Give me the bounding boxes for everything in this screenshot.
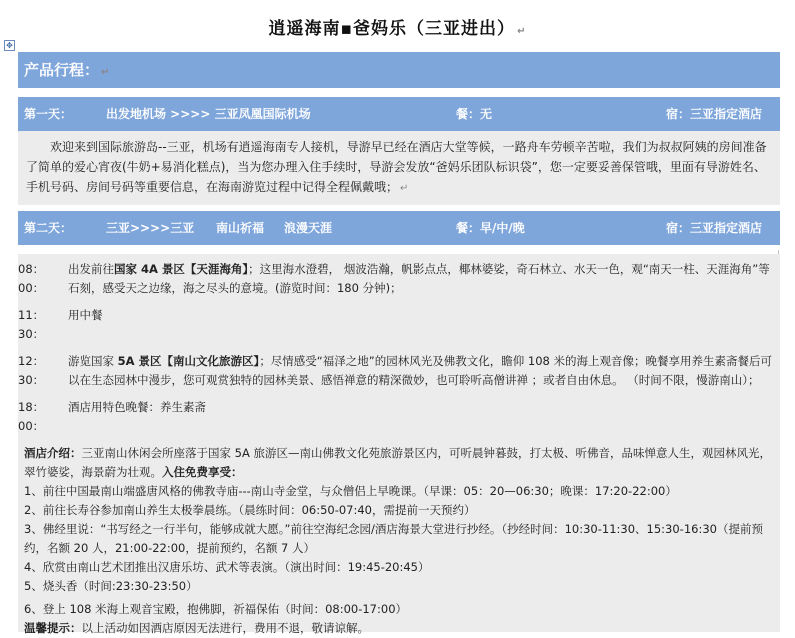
day1-meals: 餐：无 — [456, 107, 493, 121]
product-header: 产品行程： ↵ — [18, 52, 780, 89]
schedule-item — [18, 352, 780, 390]
perk-item: 6、登上 108 米海上观音宝殿，抱佛脚，祈福保佑（时间：08:00-17:00） — [24, 602, 408, 616]
day2-meals: 餐：早/中/晚 — [456, 221, 525, 235]
day2-spot2: 浪漫天涯 — [284, 221, 333, 235]
perk-item: 4、欣赏由南山艺术团推出汉唐乐坊、武术等表演。（演出时间：19:45-20:45） — [24, 560, 430, 574]
tips: 温馨提示：以上活动如因酒店原因无法进行，费用不退，敬请谅解。 — [24, 621, 369, 635]
day2-hotel: 宿：三亚指定酒店 — [666, 221, 763, 235]
schedule-item — [18, 398, 780, 436]
paragraph-mark: ↵ — [400, 183, 409, 194]
day2-route: 三亚>>>>三亚 — [106, 221, 195, 235]
schedule-text: 用中餐 — [68, 308, 103, 322]
hotel-intro: 酒店介绍：三亚南山休闲会所座落于国家 5A 旅游区—南山佛教文化苑旅游景区内，可听晨钟暮鼓，打太极、听佛音，品味惮意人生，观园林风光，翠竹婆娑，海景蔚为壮观。入住免费享受： — [24, 446, 771, 479]
page-title: 逍遥海南▪爸妈乐（三亚进出） ↵ — [268, 19, 527, 39]
itinerary-table — [18, 52, 780, 245]
schedule-text: 游览国家 5A 景区【南山文化旅游区】；尽情感受“福泽之地”的园林风光及佛教文化，瞻仰 108 米的海上观音像；晚餐享用养生素斋餐后可以在生态园林中漫步，您可观赏独特的园林美景、感悟禅意的精深微妙，也可聆听高僧讲禅 ；或者自由休息。 （时间不限，慢游南山）； — [68, 354, 772, 387]
schedule-item — [18, 306, 780, 344]
perk-item: 1、前往中国最南山端盛唐风格的佛教寺庙---南山寺金堂，与众僧侣上早晚课。（早课：05：20—06:30；晚课：17:20-22:00） — [24, 484, 677, 498]
day2-label: 第二天： — [24, 221, 73, 235]
schedule-text: 酒店用特色晚餐：养生素斋 — [68, 400, 206, 414]
day1-description: 欢迎来到国际旅游岛--三亚，机场有逍遥海南专人接机，导游早已经在酒店大堂等候，一路舟车劳顿辛苦啦，我们为叔叔阿姨的房间准备了简单的爱心宵夜(牛奶+易消化糕点)，当为您办理入住手续时，导游会发放“爸妈乐团队标识袋”，您一定要妥善保管哦，里面有导游姓名、手机号码、房间号码等重要信息，在海南游览过程中记得全程佩戴哦； ↵ — [18, 131, 780, 205]
day2-header — [18, 211, 780, 245]
paragraph-mark: ↵ — [101, 67, 110, 78]
schedule-time: 18：00： — [18, 400, 45, 433]
perk-item: 5、烧头香（时间:23:30-23:50） — [24, 579, 198, 593]
paragraph-mark: ↵ — [517, 26, 527, 37]
schedule-item — [18, 260, 780, 298]
schedule-time: 11：30： — [18, 308, 45, 341]
schedule-text: 出发前往国家 4A 景区【天涯海角】；这里海水澄碧， 烟波浩瀚，帆影点点，椰林婆娑，奇石林立、水天一色，观“南天一柱、天涯海角”等石刻，感受天之边缘，海之尽头的意境。(游览时间：180 分钟)； — [68, 262, 770, 295]
schedule-time: 12：30： — [18, 354, 45, 387]
day1-route: 出发地机场 >>>> 三亚凤凰国际机场 — [106, 107, 311, 121]
table-move-handle-icon[interactable]: ✥ — [4, 40, 15, 51]
day2-body — [18, 254, 780, 635]
day1-label: 第一天： — [24, 107, 73, 121]
day2-spot1: 南山祈福 — [216, 221, 265, 235]
perk-item: 2、前往长寿谷参加南山养生太极拳晨练。（晨练时间：06:50-07:40，需提前一天预约） — [24, 503, 476, 517]
day1-hotel: 宿：三亚指定酒店 — [666, 107, 763, 121]
day1-header — [18, 97, 780, 131]
perk-item: 3、佛经里说：“书写经之一行半句，能够成就大愿。”前往空海纪念园/酒店海景大堂进行抄经。（抄经时间：10:30-11:30、15:30-16:30（提前预约，名额 20 人，21:00-22:00，提前预约，名额 7 人） — [24, 522, 763, 555]
schedule-time: 08：00： — [18, 262, 45, 295]
